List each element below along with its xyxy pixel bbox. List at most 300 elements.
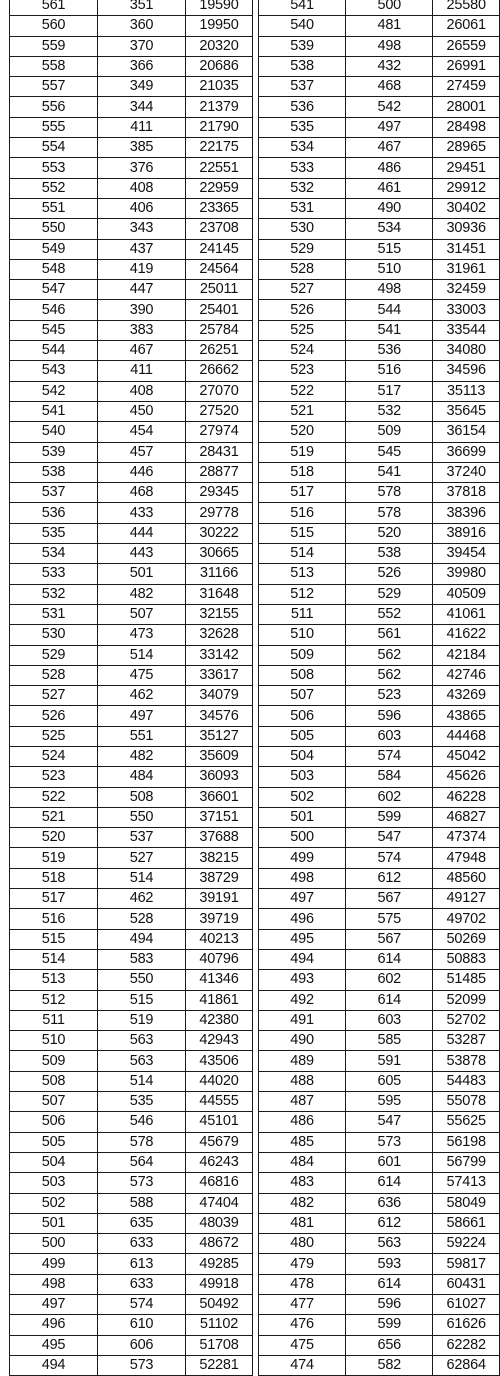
count-cell: 601 — [346, 1152, 433, 1172]
count-cell: 636 — [346, 1193, 433, 1213]
table-row — [259, 422, 500, 442]
cumulative-cell: 52099 — [433, 990, 500, 1010]
cumulative-cell: 43506 — [186, 1051, 253, 1071]
cumulative-cell: 36699 — [433, 442, 500, 462]
cumulative-cell: 47404 — [186, 1193, 253, 1213]
count-cell: 408 — [98, 381, 186, 401]
count-cell: 508 — [98, 787, 186, 807]
cumulative-cell: 19590 — [186, 0, 253, 16]
table-row — [259, 56, 500, 76]
count-cell: 482 — [98, 746, 186, 766]
count-cell: 497 — [98, 706, 186, 726]
cumulative-cell: 40213 — [186, 929, 253, 949]
table-row — [10, 341, 253, 361]
count-cell: 370 — [98, 36, 186, 56]
table-row — [259, 1355, 500, 1375]
cumulative-cell: 22959 — [186, 178, 253, 198]
count-cell: 567 — [346, 889, 433, 909]
cumulative-cell: 46827 — [433, 807, 500, 827]
table-row — [259, 787, 500, 807]
table-row — [10, 1051, 253, 1071]
score-cell: 503 — [10, 1173, 98, 1193]
count-cell: 535 — [98, 1092, 186, 1112]
table-row — [10, 909, 253, 929]
score-cell: 481 — [259, 1213, 346, 1233]
cumulative-cell: 40509 — [433, 584, 500, 604]
cumulative-cell: 39454 — [433, 544, 500, 564]
cumulative-cell: 33003 — [433, 300, 500, 320]
score-cell: 500 — [259, 828, 346, 848]
score-cell: 542 — [10, 381, 98, 401]
count-cell: 563 — [98, 1031, 186, 1051]
cumulative-cell: 31166 — [186, 564, 253, 584]
cumulative-cell: 37240 — [433, 462, 500, 482]
count-cell: 606 — [98, 1335, 186, 1355]
cumulative-cell: 46243 — [186, 1152, 253, 1172]
table-row — [259, 807, 500, 827]
count-cell: 390 — [98, 300, 186, 320]
table-row — [259, 0, 500, 16]
table-row — [259, 219, 500, 239]
count-cell: 481 — [346, 16, 433, 36]
score-cell: 485 — [259, 1132, 346, 1152]
score-cell: 560 — [10, 16, 98, 36]
table-row — [259, 767, 500, 787]
score-cell: 525 — [10, 726, 98, 746]
cumulative-cell: 32459 — [433, 280, 500, 300]
table-row — [259, 1173, 500, 1193]
score-cell: 535 — [10, 523, 98, 543]
count-cell: 536 — [346, 341, 433, 361]
score-cell: 510 — [259, 625, 346, 645]
table-row — [10, 1193, 253, 1213]
table-row — [259, 645, 500, 665]
cumulative-cell: 39191 — [186, 889, 253, 909]
table-row — [259, 990, 500, 1010]
cumulative-cell: 59224 — [433, 1234, 500, 1254]
table-row — [10, 0, 253, 16]
cumulative-cell: 38215 — [186, 848, 253, 868]
count-cell: 547 — [346, 1112, 433, 1132]
cumulative-cell: 33617 — [186, 665, 253, 685]
score-table-right-body — [259, 0, 500, 1376]
score-cell: 547 — [10, 280, 98, 300]
count-cell: 343 — [98, 219, 186, 239]
count-cell: 510 — [346, 259, 433, 279]
score-cell: 530 — [10, 625, 98, 645]
table-row — [259, 665, 500, 685]
cumulative-cell: 20686 — [186, 56, 253, 76]
table-row — [259, 1335, 500, 1355]
score-cell: 546 — [10, 300, 98, 320]
table-row — [259, 868, 500, 888]
count-cell: 490 — [346, 198, 433, 218]
count-cell: 433 — [98, 503, 186, 523]
cumulative-cell: 45626 — [433, 767, 500, 787]
score-cell: 508 — [259, 665, 346, 685]
score-cell: 555 — [10, 117, 98, 137]
table-row — [259, 625, 500, 645]
cumulative-cell: 49702 — [433, 909, 500, 929]
score-cell: 486 — [259, 1112, 346, 1132]
table-row — [10, 1031, 253, 1051]
cumulative-cell: 23708 — [186, 219, 253, 239]
cumulative-cell: 31961 — [433, 259, 500, 279]
score-cell: 545 — [10, 320, 98, 340]
cumulative-cell: 52281 — [186, 1355, 253, 1375]
score-cell: 536 — [259, 97, 346, 117]
table-row — [259, 401, 500, 421]
score-cell: 509 — [10, 1051, 98, 1071]
cumulative-cell: 26061 — [433, 16, 500, 36]
count-cell: 593 — [346, 1254, 433, 1274]
count-cell: 538 — [346, 544, 433, 564]
table-row — [259, 158, 500, 178]
cumulative-cell: 37151 — [186, 807, 253, 827]
cumulative-cell: 33544 — [433, 320, 500, 340]
count-cell: 443 — [98, 544, 186, 564]
table-row — [10, 1173, 253, 1193]
cumulative-cell: 32628 — [186, 625, 253, 645]
count-cell: 529 — [346, 584, 433, 604]
cumulative-cell: 42943 — [186, 1031, 253, 1051]
count-cell: 545 — [346, 442, 433, 462]
cumulative-cell: 26559 — [433, 36, 500, 56]
cumulative-cell: 30402 — [433, 198, 500, 218]
table-row — [10, 1355, 253, 1375]
score-cell: 488 — [259, 1071, 346, 1091]
count-cell: 527 — [98, 848, 186, 868]
count-cell: 515 — [346, 239, 433, 259]
score-cell: 493 — [259, 970, 346, 990]
count-cell: 534 — [346, 219, 433, 239]
count-cell: 550 — [98, 807, 186, 827]
count-cell: 406 — [98, 198, 186, 218]
count-cell: 574 — [98, 1295, 186, 1315]
cumulative-cell: 56799 — [433, 1152, 500, 1172]
score-table-left — [9, 0, 253, 1376]
table-row — [10, 381, 253, 401]
count-cell: 454 — [98, 422, 186, 442]
table-row — [10, 625, 253, 645]
score-cell: 528 — [10, 665, 98, 685]
count-cell: 376 — [98, 158, 186, 178]
table-row — [259, 1112, 500, 1132]
table-row — [259, 442, 500, 462]
count-cell: 473 — [98, 625, 186, 645]
count-cell: 551 — [98, 726, 186, 746]
cumulative-cell: 56198 — [433, 1132, 500, 1152]
cumulative-cell: 42184 — [433, 645, 500, 665]
cumulative-cell: 21035 — [186, 77, 253, 97]
cumulative-cell: 41346 — [186, 970, 253, 990]
table-row — [10, 706, 253, 726]
cumulative-cell: 38916 — [433, 523, 500, 543]
table-row — [10, 828, 253, 848]
table-row — [259, 1295, 500, 1315]
table-row — [10, 544, 253, 564]
cumulative-cell: 34079 — [186, 686, 253, 706]
score-cell: 559 — [10, 36, 98, 56]
score-cell: 496 — [10, 1315, 98, 1335]
score-cell: 541 — [259, 0, 346, 16]
cumulative-cell: 55625 — [433, 1112, 500, 1132]
table-row — [259, 949, 500, 969]
score-cell: 504 — [259, 746, 346, 766]
table-row — [259, 1274, 500, 1294]
cumulative-cell: 51102 — [186, 1315, 253, 1335]
count-cell: 462 — [98, 686, 186, 706]
table-row — [10, 889, 253, 909]
count-cell: 432 — [346, 56, 433, 76]
score-cell: 540 — [259, 16, 346, 36]
score-cell: 550 — [10, 219, 98, 239]
table-row — [10, 949, 253, 969]
cumulative-cell: 28877 — [186, 462, 253, 482]
table-row — [259, 970, 500, 990]
cumulative-cell: 26662 — [186, 361, 253, 381]
table-row — [259, 686, 500, 706]
score-cell: 534 — [10, 544, 98, 564]
score-cell: 532 — [259, 178, 346, 198]
score-cell: 478 — [259, 1274, 346, 1294]
score-cell: 558 — [10, 56, 98, 76]
table-row — [10, 259, 253, 279]
cumulative-cell: 49285 — [186, 1254, 253, 1274]
cumulative-cell: 58661 — [433, 1213, 500, 1233]
count-cell: 578 — [346, 483, 433, 503]
table-row — [259, 483, 500, 503]
table-row — [259, 1031, 500, 1051]
score-cell: 521 — [259, 401, 346, 421]
score-cell: 554 — [10, 138, 98, 158]
score-cell: 474 — [259, 1355, 346, 1375]
score-cell: 517 — [259, 483, 346, 503]
score-cell: 551 — [10, 198, 98, 218]
count-cell: 574 — [346, 746, 433, 766]
score-cell: 495 — [259, 929, 346, 949]
cumulative-cell: 35113 — [433, 381, 500, 401]
cumulative-cell: 47374 — [433, 828, 500, 848]
table-row — [10, 1234, 253, 1254]
table-row — [259, 117, 500, 137]
cumulative-cell: 51708 — [186, 1335, 253, 1355]
cumulative-cell: 43865 — [433, 706, 500, 726]
table-row — [10, 767, 253, 787]
count-cell: 613 — [98, 1254, 186, 1274]
cumulative-cell: 46228 — [433, 787, 500, 807]
table-row — [259, 259, 500, 279]
count-cell: 467 — [98, 341, 186, 361]
cumulative-cell: 21379 — [186, 97, 253, 117]
cumulative-cell: 57413 — [433, 1173, 500, 1193]
cumulative-cell: 53878 — [433, 1051, 500, 1071]
table-row — [259, 361, 500, 381]
table-row — [10, 280, 253, 300]
count-cell: 602 — [346, 787, 433, 807]
cumulative-cell: 25784 — [186, 320, 253, 340]
table-row — [10, 1071, 253, 1091]
table-row — [259, 523, 500, 543]
cumulative-cell: 62864 — [433, 1355, 500, 1375]
count-cell: 514 — [98, 1071, 186, 1091]
count-cell: 411 — [98, 117, 186, 137]
cumulative-cell: 45042 — [433, 746, 500, 766]
table-row — [10, 645, 253, 665]
count-cell: 573 — [98, 1355, 186, 1375]
table-row — [259, 564, 500, 584]
table-row — [10, 1092, 253, 1112]
table-row — [259, 381, 500, 401]
cumulative-cell: 45679 — [186, 1132, 253, 1152]
score-cell: 507 — [10, 1092, 98, 1112]
table-row — [10, 158, 253, 178]
count-cell: 450 — [98, 401, 186, 421]
score-cell: 541 — [10, 401, 98, 421]
score-cell: 549 — [10, 239, 98, 259]
count-cell: 584 — [346, 767, 433, 787]
score-cell: 513 — [10, 970, 98, 990]
score-cell: 527 — [10, 686, 98, 706]
cumulative-cell: 29912 — [433, 178, 500, 198]
score-cell: 502 — [259, 787, 346, 807]
table-row — [10, 1335, 253, 1355]
table-row — [259, 1152, 500, 1172]
cumulative-cell: 31648 — [186, 584, 253, 604]
cumulative-cell: 32155 — [186, 604, 253, 624]
table-row — [259, 178, 500, 198]
cumulative-cell: 28431 — [186, 442, 253, 462]
cumulative-cell: 61626 — [433, 1315, 500, 1335]
table-row — [10, 422, 253, 442]
table-row — [10, 746, 253, 766]
score-cell: 506 — [10, 1112, 98, 1132]
count-cell: 633 — [98, 1274, 186, 1294]
table-row — [259, 544, 500, 564]
score-cell: 497 — [10, 1295, 98, 1315]
cumulative-cell: 33142 — [186, 645, 253, 665]
count-cell: 437 — [98, 239, 186, 259]
count-cell: 573 — [346, 1132, 433, 1152]
count-cell: 635 — [98, 1213, 186, 1233]
count-cell: 633 — [98, 1234, 186, 1254]
table-row — [259, 138, 500, 158]
score-cell: 527 — [259, 280, 346, 300]
cumulative-cell: 34576 — [186, 706, 253, 726]
score-cell: 476 — [259, 1315, 346, 1335]
score-cell: 561 — [10, 0, 98, 16]
cumulative-cell: 48560 — [433, 868, 500, 888]
cumulative-cell: 55078 — [433, 1092, 500, 1112]
score-cell: 548 — [10, 259, 98, 279]
cumulative-cell: 50883 — [433, 949, 500, 969]
score-table-right — [258, 0, 500, 1376]
table-row — [10, 1112, 253, 1132]
score-cell: 505 — [259, 726, 346, 746]
cumulative-cell: 29778 — [186, 503, 253, 523]
count-cell: 517 — [346, 381, 433, 401]
table-row — [259, 16, 500, 36]
cumulative-cell: 34080 — [433, 341, 500, 361]
score-cell: 526 — [259, 300, 346, 320]
score-cell: 556 — [10, 97, 98, 117]
table-row — [10, 1315, 253, 1335]
table-row — [259, 280, 500, 300]
cumulative-cell: 47948 — [433, 848, 500, 868]
cumulative-cell: 22175 — [186, 138, 253, 158]
score-cell: 519 — [10, 848, 98, 868]
count-cell: 574 — [346, 848, 433, 868]
score-cell: 498 — [259, 868, 346, 888]
score-cell: 483 — [259, 1173, 346, 1193]
table-row — [10, 401, 253, 421]
gap-border-line — [252, 0, 253, 1265]
score-cell: 495 — [10, 1335, 98, 1355]
count-cell: 411 — [98, 361, 186, 381]
table-row — [10, 686, 253, 706]
count-cell: 468 — [346, 77, 433, 97]
score-cell: 529 — [10, 645, 98, 665]
count-cell: 610 — [98, 1315, 186, 1335]
table-row — [259, 300, 500, 320]
count-cell: 575 — [346, 909, 433, 929]
cumulative-cell: 39719 — [186, 909, 253, 929]
table-row — [10, 117, 253, 137]
cumulative-cell: 27070 — [186, 381, 253, 401]
table-row — [10, 604, 253, 624]
score-cell: 514 — [10, 949, 98, 969]
table-row — [10, 929, 253, 949]
count-cell: 498 — [346, 280, 433, 300]
count-cell: 552 — [346, 604, 433, 624]
count-cell: 475 — [98, 665, 186, 685]
count-cell: 656 — [346, 1335, 433, 1355]
score-cell: 537 — [259, 77, 346, 97]
table-row — [259, 1193, 500, 1213]
count-cell: 509 — [346, 422, 433, 442]
count-cell: 351 — [98, 0, 186, 16]
table-row — [259, 828, 500, 848]
table-row — [10, 361, 253, 381]
score-cell: 502 — [10, 1193, 98, 1213]
score-cell: 487 — [259, 1092, 346, 1112]
cumulative-cell: 41622 — [433, 625, 500, 645]
count-cell: 605 — [346, 1071, 433, 1091]
table-row — [10, 97, 253, 117]
cumulative-cell: 20320 — [186, 36, 253, 56]
score-cell: 518 — [10, 868, 98, 888]
count-cell: 514 — [98, 868, 186, 888]
score-cell: 519 — [259, 442, 346, 462]
count-cell: 447 — [98, 280, 186, 300]
count-cell: 497 — [346, 117, 433, 137]
cumulative-cell: 43269 — [433, 686, 500, 706]
score-cell: 508 — [10, 1071, 98, 1091]
cumulative-cell: 37688 — [186, 828, 253, 848]
cumulative-cell: 44468 — [433, 726, 500, 746]
table-row — [259, 706, 500, 726]
table-row — [259, 1010, 500, 1030]
cumulative-cell: 37818 — [433, 483, 500, 503]
cumulative-cell: 46816 — [186, 1173, 253, 1193]
cumulative-cell: 26251 — [186, 341, 253, 361]
score-cell: 516 — [259, 503, 346, 523]
table-row — [259, 929, 500, 949]
count-cell: 457 — [98, 442, 186, 462]
table-row — [10, 868, 253, 888]
count-cell: 562 — [346, 645, 433, 665]
table-row — [259, 604, 500, 624]
